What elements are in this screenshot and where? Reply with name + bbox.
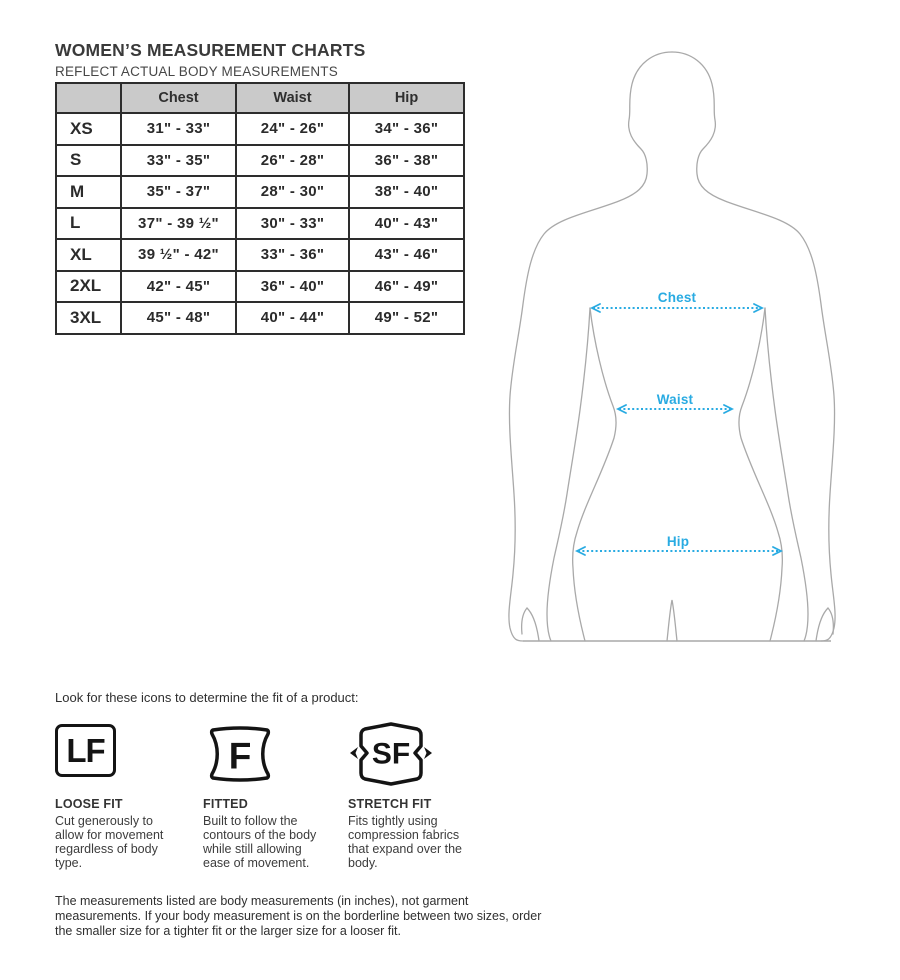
hand-detail-left [522,608,539,641]
waist-measure-label: Waist [656,392,694,407]
outline-right [672,52,835,641]
outline-left [509,52,672,641]
fit-item-fitted [203,720,339,870]
right-stretch-arrow [424,747,432,759]
waist-value: 24" - 26" [236,113,349,145]
hip-value: 40" - 43" [349,208,464,240]
inner-legs [667,600,677,641]
inner-arm-right [765,308,808,641]
torso-left [573,308,616,641]
size-row-3xl [56,302,464,334]
stretch-fit-icon-letters: SF [371,737,411,771]
hip-value: 49" - 52" [349,302,464,334]
size-label: XS [56,113,121,145]
chest-value: 31" - 33" [121,113,236,145]
size-label: M [56,176,121,208]
chest-value: 33" - 35" [121,145,236,177]
chest-value: 42" - 45" [121,271,236,303]
size-row-2xl [56,271,464,303]
waist-value: 26" - 28" [236,145,349,177]
torso-right [739,308,782,641]
silhouette-outline [509,52,835,641]
chest-value: 35" - 37" [121,176,236,208]
chest-value: 37" - 39 ½" [121,208,236,240]
measurement-disclaimer: The measurements listed are body measurements (in inches), not garment measurements. If your body measurement is on the borderline between two sizes, order the smaller size for a tighter fit or the larger size for a looser fit. [55,894,542,938]
title-block [55,40,365,79]
fit-guide-intro: Look for these icons to determine the fit of a product: [55,690,359,705]
chest-column-header: Chest [121,83,236,113]
chest-value: 39 ½" - 42" [121,239,236,271]
fitted-icon [203,723,277,785]
size-label: 2XL [56,271,121,303]
body-measurement-figure [505,42,895,650]
fitted-icon-letter: F [228,735,252,777]
size-row-m [56,176,464,208]
size-label: 3XL [56,302,121,334]
body-silhouette [505,42,895,650]
hip-value: 43" - 46" [349,239,464,271]
size-table-header-row [56,83,464,113]
hip-column-header: Hip [349,83,464,113]
left-stretch-arrow [350,747,358,759]
size-table [55,82,465,335]
size-label: S [56,145,121,177]
waist-value: 28" - 30" [236,176,349,208]
hip-measure-label: Hip [666,534,690,549]
hip-value: 46" - 49" [349,271,464,303]
waist-value: 30" - 33" [236,208,349,240]
size-label: L [56,208,121,240]
hip-value: 34" - 36" [349,113,464,145]
fit-item-loose-fit [55,720,191,870]
fit-description: Fits tightly using compression fabrics that expand over the body. [348,814,462,870]
fit-description: Cut generously to allow for movement regardless of body type. [55,814,164,870]
size-row-xl [56,239,464,271]
size-row-l [56,208,464,240]
chest-value: 45" - 48" [121,302,236,334]
waist-value: 36" - 40" [236,271,349,303]
size-row-xs [56,113,464,145]
fit-name: STRETCH FIT [348,797,432,811]
fit-name: LOOSE FIT [55,797,123,811]
stretch-fit-icon [348,720,434,788]
page-subtitle: REFLECT ACTUAL BODY MEASUREMENTS [55,64,338,79]
fit-description: Built to follow the contours of the body while still allowing ease of movement. [203,814,317,870]
waist-value: 40" - 44" [236,302,349,334]
waist-column-header: Waist [236,83,349,113]
page-title: WOMEN’S MEASUREMENT CHARTS [55,40,366,60]
hip-value: 38" - 40" [349,176,464,208]
inner-arm-left [547,308,590,641]
fit-name: FITTED [203,797,248,811]
waist-value: 33" - 36" [236,239,349,271]
size-label: XL [56,239,121,271]
loose-fit-icon: LF [55,724,116,777]
size-column-header [56,83,121,113]
size-row-s [56,145,464,177]
hip-value: 36" - 38" [349,145,464,177]
chest-measure-label: Chest [657,290,697,305]
fit-item-stretch-fit [348,720,484,870]
